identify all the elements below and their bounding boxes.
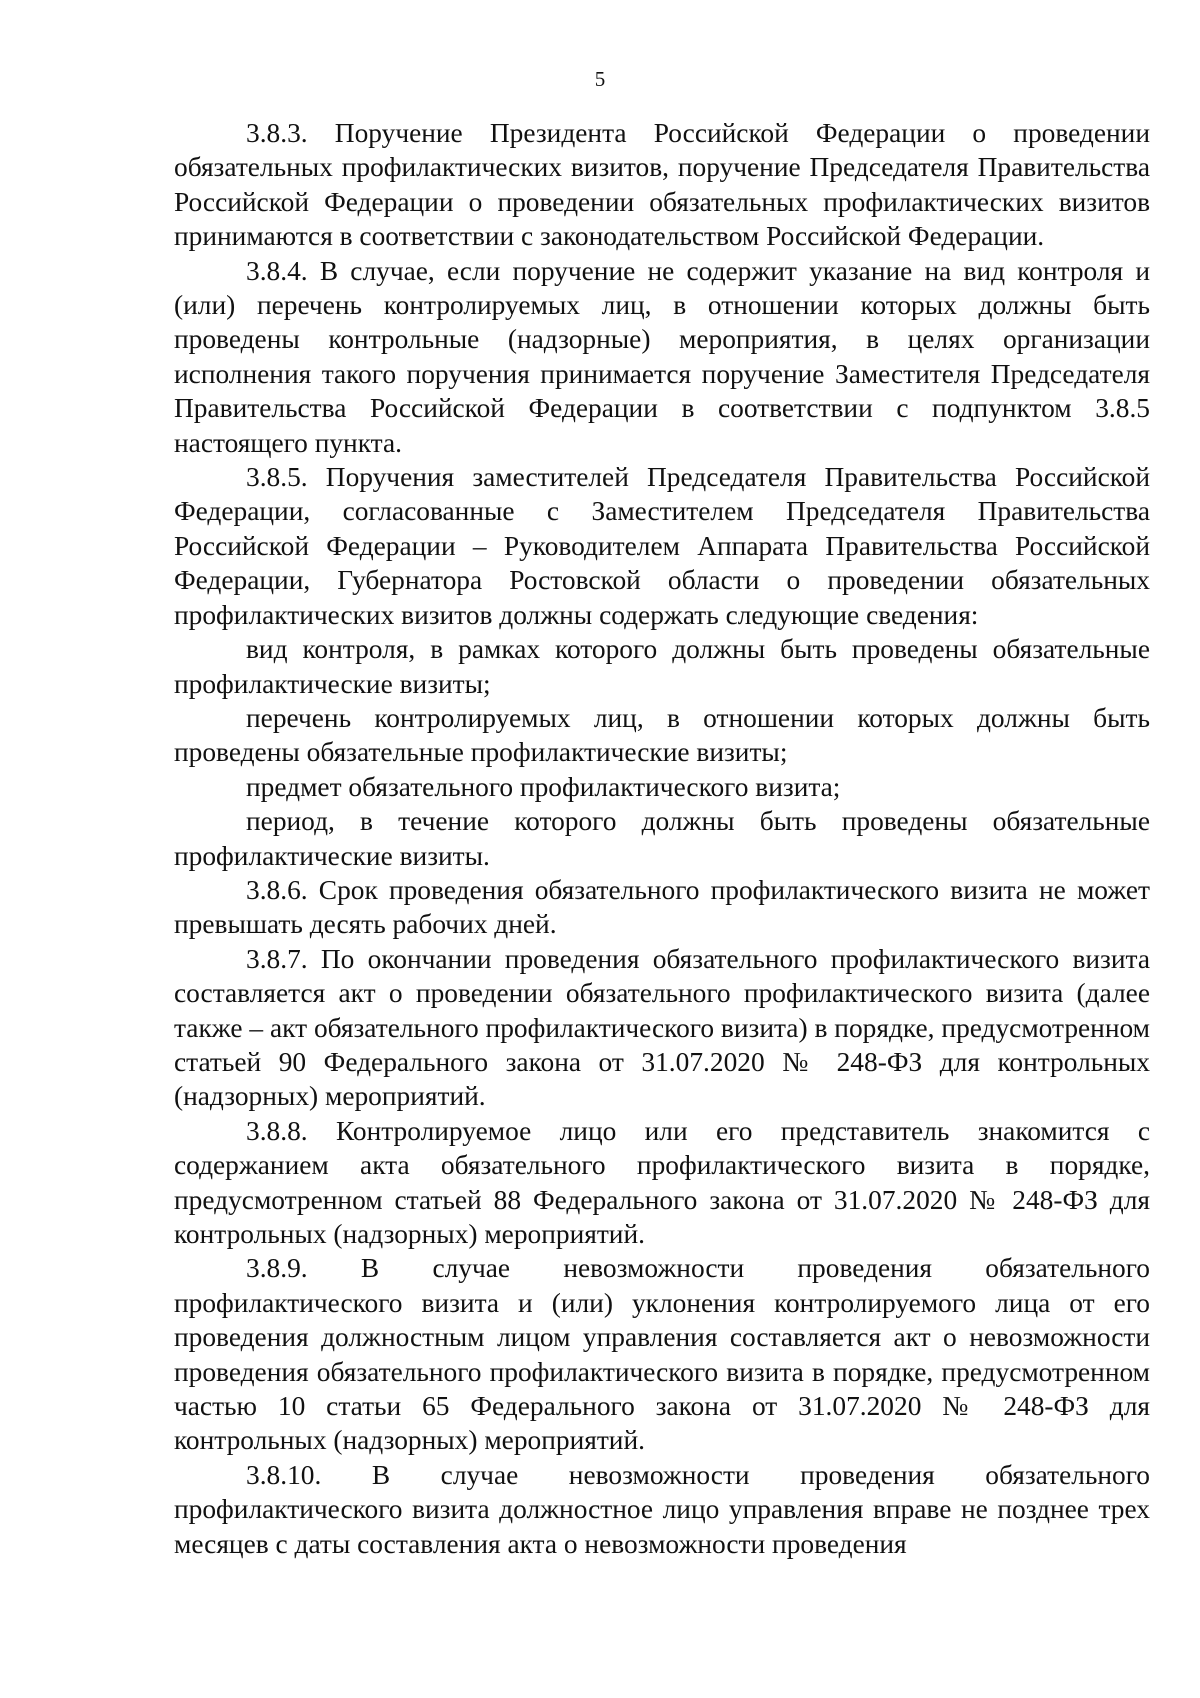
- page-number: 5: [594, 67, 606, 91]
- paragraph-3-8-3: 3.8.3. Поручение Президента Российской Федерации о проведении обязательных профилактических визитов, поручение Председателя Правительства Российской Федерации о проведении обязательных профилактических визитов принимаются в соответствии с законодательством Российской Федерации.: [174, 118, 1150, 252]
- paragraph-3-8-8: 3.8.8. Контролируемое лицо или его представитель знакомится с содержанием акта обязательного профилактического визита в порядке, предусмотренном статьей 88 Федерального закона от 31.07.2020 № 248-ФЗ для контрольных (надзорных) мероприятий.: [174, 1115, 1150, 1249]
- paragraph-3-8-7: 3.8.7. По окончании проведения обязательного профилактического визита составляется акт о проведении обязательного профилактического визита (далее также – акт обязательного профилактического визита) в порядке, предусмотренном статьей 90 Федерального закона от 31.07.2020 № 248-ФЗ для контрольных (надзорных) мероприятий.: [174, 943, 1150, 1112]
- paragraph-3-8-4: 3.8.4. В случае, если поручение не содержит указание на вид контроля и (или) перечень контролируемых лиц, в отношении которых должны быть проведены контрольные (надзорные) мероприятия, в целях организации исполнения такого поручения принимается поручение Заместителя Председателя Правительства Российской Федерации в соответствии с подпунктом 3.8.5 настоящего пункта.: [174, 255, 1150, 458]
- paragraph-3-8-6: 3.8.6. Срок проведения обязательного профилактического визита не может превышать десять рабочих дней.: [174, 874, 1150, 940]
- list-item-control-type: вид контроля, в рамках которого должны быть проведены обязательные профилактические визиты;: [174, 634, 1150, 699]
- document-body: [174, 116, 1150, 1561]
- paragraph-3-8-10: 3.8.10. В случае невозможности проведения обязательного профилактического визита должностное лицо управления вправе не позднее трех месяцев с даты составления акта о невозможности проведения: [174, 1459, 1150, 1559]
- list-item-controlled-persons: перечень контролируемых лиц, в отношении которых должны быть проведены обязательные профилактические визиты;: [174, 702, 1150, 768]
- paragraph-3-8-9: 3.8.9. В случае невозможности проведения обязательного профилактического визита и (или) уклонения контролируемого лица от его проведения должностным лицом управления составляется акт о невозможности проведения обязательного профилактического визита в порядке, предусмотренном частью 10 статьи 65 Федерального закона от 31.07.2020 № 248-ФЗ для контрольных (надзорных) мероприятий.: [174, 1253, 1150, 1456]
- list-item-visit-subject: предмет обязательного профилактического визита;: [246, 771, 841, 802]
- list-item-visit-period: период, в течение которого должны быть проведены обязательные профилактические визиты.: [174, 806, 1150, 871]
- paragraph-3-8-5: 3.8.5. Поручения заместителей Председателя Правительства Российской Федерации, согласованные с Заместителем Председателя Правительства Российской Федерации – Руководителем Аппарата Правительства Российской Федерации, Губернатора Ростовской области о проведении обязательных профилактических визитов должны содержать следующие сведения:: [174, 462, 1150, 630]
